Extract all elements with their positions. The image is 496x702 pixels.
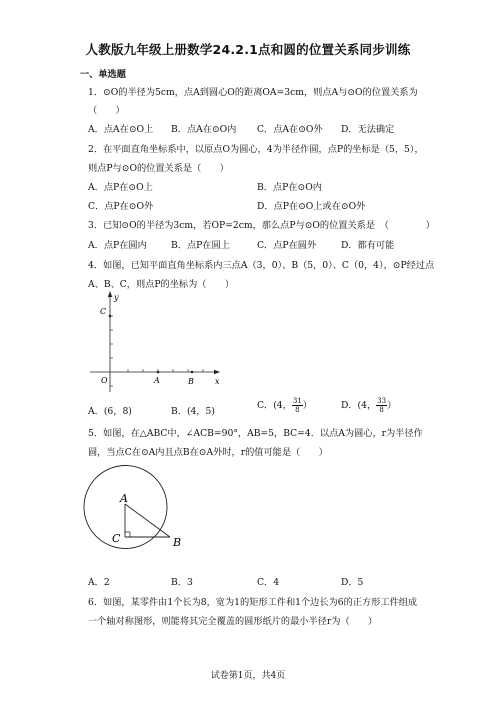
q6-stem-line1: 6．如图，某零件由1个长为8，宽为1的矩形工件和1个边长为6的正方形工件组成 (88, 597, 418, 608)
q6-stem-line2: 一个轴对称图形，则能将其完全覆盖的圆形纸片的最小半径r为（ ） (88, 616, 378, 627)
q1-option-d: D．无法确定 (341, 124, 395, 135)
q4-option-d: D．(4， $\frac{33}{8}$ ） (341, 397, 397, 414)
q3-option-b: B．点P在圆上 (171, 240, 230, 251)
q4-option-c: C．(4， $\frac{31}{8}$ ） (257, 397, 312, 414)
point-a (157, 371, 160, 374)
q5-option-b: B．3 (171, 577, 193, 588)
q4-option-a: A．(6，8) (88, 406, 132, 417)
q3-option-d: D．都有可能 (341, 240, 395, 251)
coordinate-figure (86, 288, 231, 394)
circle-a (84, 466, 167, 549)
q1-stem-line2: （ ） (88, 105, 125, 116)
q5-stem-line1: 5．如图，在△ABC中，∠ACB=90°，AB=5，BC=4．以点A为圆心，r为半径作 (88, 428, 423, 439)
q2-stem-line1: 2．在平面直角坐标系中，以原点O为圆心，4为半径作圆，点P的坐标是（5，5）， (88, 144, 424, 155)
q4-stem-line2: A、B、C，则点P的坐标为（ ） (88, 279, 235, 290)
page-title: 人教版九年级上册数学24.2.1点和圆的位置关系同步训练 (85, 42, 411, 57)
q5-stem-line2: 圆，当点C在⊙A内且点B在⊙A外时，r的值可能是（ ） (88, 447, 328, 458)
q3-option-a: A．点P在圆内 (88, 240, 147, 251)
q2-option-b: B．点P在⊙O内 (257, 182, 322, 193)
q1-option-a: A．点A在⊙O上 (88, 124, 154, 135)
q1-stem-line1: 1．⊙O的半径为5cm，点A到圆心O的距离OA=3cm，则点A与⊙O的位置关系为 (88, 87, 418, 98)
section-heading: 一、单选题 (80, 69, 126, 80)
x-axis-label: x (215, 377, 220, 386)
q3-stem: 3．已知⊙O的半径为3cm，若OP=2cm，那么点P与⊙O的位置关系是 （ ） (88, 220, 435, 231)
q4-stem-line1: 4．如图，已知平面直角坐标系内三点A（3，0）、B（5，0）、C（0，4），⊙P经过点 (88, 260, 435, 271)
y-axis-label: y (114, 293, 119, 302)
q1-option-b: B．点A在⊙O内 (171, 124, 237, 135)
label-a: A (120, 492, 128, 505)
q5-option-c: C．4 (257, 577, 280, 588)
q5-option-d: D．5 (341, 577, 364, 588)
q1-option-c: C．点A在⊙O外 (257, 124, 323, 135)
label-a: A (154, 376, 160, 385)
q2-option-a: A．点P在⊙O上 (88, 182, 153, 193)
label-b: B (188, 377, 194, 386)
q2-stem-line2: 则点P与⊙O的位置关系是（ ） (88, 163, 229, 174)
circle-triangle-figure (80, 462, 200, 562)
label-c: C (100, 307, 107, 316)
label-o: O (101, 376, 108, 385)
q3-option-c: C．点P在圆外 (257, 240, 317, 251)
page-footer: 试卷第1页，共4页 (210, 671, 286, 681)
q5-option-a: A．2 (88, 577, 110, 588)
q4-option-b: B．(4，5) (171, 406, 215, 417)
point-b (191, 371, 194, 374)
label-b: B (173, 536, 182, 549)
point-c (109, 315, 112, 318)
label-c: C (112, 532, 121, 545)
q2-option-c: C．点P在⊙O外 (88, 201, 154, 212)
q2-option-d: D．点P在⊙O上或在⊙O外 (257, 201, 366, 212)
